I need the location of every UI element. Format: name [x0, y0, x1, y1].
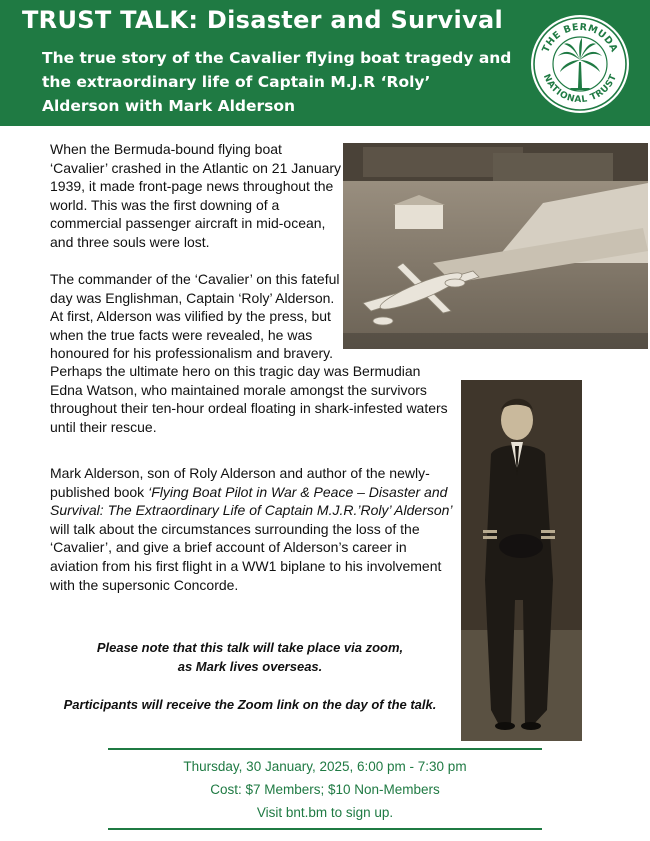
event-cost: Cost: $7 Members; $10 Non-Members: [210, 782, 440, 797]
speaker-lead: Mark Alderson, son of Roly Alderson and author of the newly-published book: [50, 465, 430, 500]
speaker-tail: will talk about the circumstances surrounding the loss of the ‘Cavalier’, and give a brief account of Alderson’s career in aviation from his first flight in a WW1 biplane to his involvement with the supersonic Concorde.: [50, 520, 442, 593]
bermuda-national-trust-logo: [530, 14, 630, 114]
signup-link[interactable]: Visit bnt.bm to sign up.: [256, 805, 394, 820]
zoom-link-notice: Participants will receive the Zoom link on the day of the talk.: [63, 697, 437, 712]
event-datetime: Thursday, 30 January, 2025, 6:00 pm - 7:30 pm: [183, 759, 467, 774]
commander-paragraph: The commander of the ‘Cavalier’ on this fateful day was Englishman, Captain ‘Roly’ Alderson. At first, Alderson was vilified by the press, but when the true facts were revealed, he was honoured for his professionalism and bravery.: [50, 271, 340, 362]
page-subtitle: The true story of the Cavalier flying boat tragedy and the extraordinary life of Captain M.J.R ‘Roly’ Alderson with Mark Alderson: [42, 49, 512, 115]
zoom-notice-line2: as Mark lives overseas.: [177, 659, 323, 674]
speaker-paragraph: [50, 464, 454, 594]
logo-bottom-text: NATIONAL TRUST: [540, 72, 620, 106]
logo-top-text: THE BERMUDA: [540, 21, 620, 55]
captain-portrait-photo: [461, 380, 582, 741]
top-divider: [108, 748, 542, 750]
hero-paragraph: Perhaps the ultimate hero on this tragic day was Bermudian Edna Watson, who maintained morale amongst the survivors throughout their ten-hour ordeal floating in shark-infested waters until their rescue.: [50, 363, 448, 435]
header-banner: [0, 0, 650, 126]
bottom-divider: [108, 828, 542, 830]
zoom-notice-line1: Please note that this talk will take place via zoom,: [96, 640, 404, 655]
page-title: TRUST TALK: Disaster and Survival: [22, 6, 503, 34]
intro-paragraph: When the Bermuda-bound flying boat ‘Cavalier’ crashed in the Atlantic on 21 January 1939, it made front-page news throughout the world. This was the first downing of a commercial passenger aircraft in mid-ocean, and three souls were lost.: [50, 141, 342, 250]
flying-boat-photo: [343, 143, 648, 349]
book-title: ‘Flying Boat Pilot in War & Peace – Disaster and Survival: The Extraordinary Life of Captain M.J.R.’Roly’ Alderson’: [50, 483, 453, 519]
